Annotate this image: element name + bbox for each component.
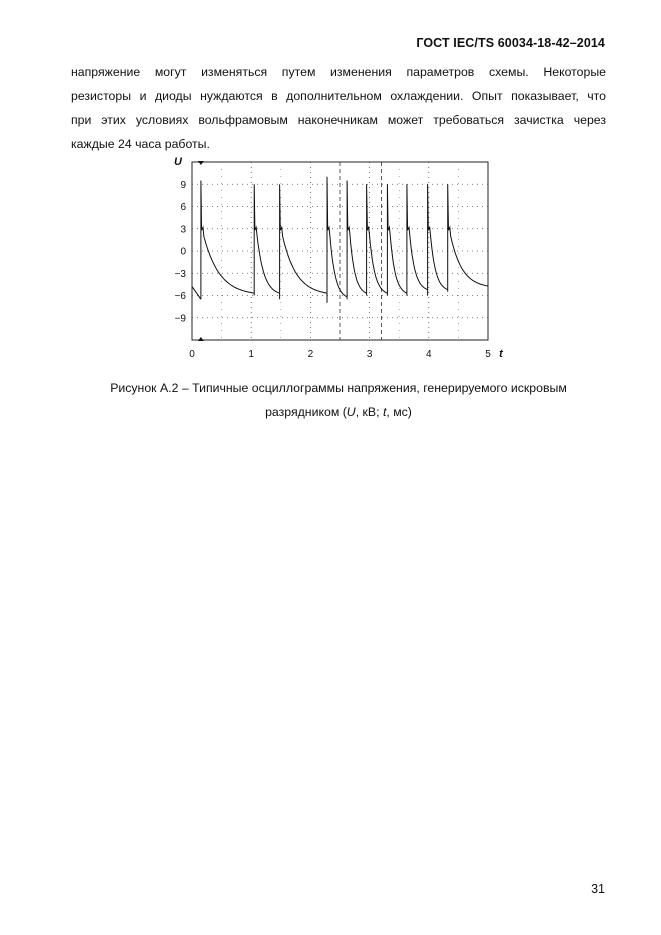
waveform-pulse	[280, 184, 327, 299]
body-line: каждые 24 часа работы.	[71, 137, 210, 151]
waveform-pulse	[254, 184, 279, 295]
waveform-pulse	[428, 184, 448, 295]
caption-text: , мс)	[386, 405, 412, 419]
y-axis-label: U	[174, 156, 182, 168]
body-line: резисторы и диоды нуждаются в дополнительном охлаждении. Опыт показывает, что	[71, 89, 606, 103]
waveform-pulse	[387, 184, 406, 295]
x-tick-label: 2	[307, 349, 314, 360]
caption-text: , кВ;	[355, 405, 383, 419]
y-tick-label: −9	[174, 313, 186, 325]
waveform-lead-in	[192, 287, 201, 300]
document-header: ГОСТ IEC/TS 60034-18-42–2014	[416, 36, 605, 50]
y-tick-label: 0	[180, 246, 186, 258]
waveform-pulse	[367, 184, 388, 295]
caption-line-2	[71, 400, 606, 424]
page-number: 31	[591, 882, 605, 896]
caption-var-t: t	[382, 405, 387, 419]
x-tick-label: 4	[426, 349, 432, 360]
oscillogram-chart	[168, 152, 508, 368]
y-tick-label: 9	[180, 179, 186, 191]
figure-caption	[71, 376, 606, 424]
y-tick-label: −6	[174, 291, 186, 302]
x-tick-label: 1	[248, 349, 254, 360]
x-tick-label: 0	[189, 349, 195, 360]
trigger-marker	[198, 161, 204, 165]
plot-frame	[192, 162, 488, 340]
trigger-marker	[198, 337, 204, 341]
waveform-pulse	[201, 181, 254, 300]
waveform-pulse	[407, 184, 427, 295]
y-tick-label: 6	[180, 202, 186, 213]
body-paragraph	[71, 60, 606, 156]
waveform-pulse	[448, 184, 488, 291]
body-line: при этих условиях вольфрамовым наконечникам может требоваться зачистка через	[71, 113, 606, 127]
caption-var-u: U	[346, 405, 356, 419]
y-tick-label: 3	[180, 224, 186, 236]
y-tick-label: −3	[174, 268, 186, 280]
waveform-pulse	[347, 181, 366, 300]
caption-line-1: Рисунок А.2 – Типичные осциллограммы напряжения, генерируемого искровым	[110, 381, 567, 395]
x-tick-label: 3	[366, 349, 373, 360]
oscillogram-figure	[168, 152, 508, 368]
x-tick-label: 5	[485, 349, 491, 360]
body-line: напряжение могут изменяться путем изменения параметров схемы. Некоторые	[71, 65, 606, 79]
waveform-pulse	[327, 177, 347, 303]
x-axis-label: t	[499, 348, 503, 360]
caption-text: разрядником (	[265, 405, 347, 419]
